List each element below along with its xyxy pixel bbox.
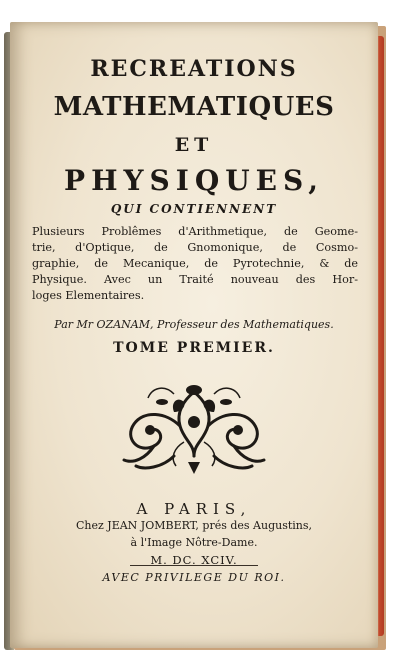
author-line: Par Mr OZANAM, Professeur des Mathematiques. xyxy=(54,318,334,331)
privilege-line: AVEC PRIVILEGE DU ROI. xyxy=(102,571,286,584)
description xyxy=(32,224,358,304)
title-line-1: RECREATIONS xyxy=(90,56,298,82)
description-line: graphie, de Mecanique, de Pyrotechnie, & de xyxy=(32,257,358,270)
title-line-3: ET xyxy=(174,134,214,156)
floral-scroll-ornament-icon xyxy=(114,382,274,476)
description-line: loges Elementaires. xyxy=(32,289,145,302)
description-line: Physique. Avec un Traité nouveau des Hor- xyxy=(32,273,358,286)
title-line-2: MATHEMATIQUES xyxy=(53,92,335,122)
description-line: trie, d'Optique, de Gnomonique, de Cosmo- xyxy=(32,241,358,254)
publisher-line: Chez JEAN JOMBERT, prés des Augustins, xyxy=(75,519,313,532)
volume-label: TOME PREMIER. xyxy=(113,340,275,356)
date-line: M. DC. XCIV. xyxy=(150,553,238,567)
title-line-4: PHYSIQUES, xyxy=(64,164,324,197)
city-line: A PARIS, xyxy=(136,500,252,518)
address-line: à l'Image Nôtre-Dame. xyxy=(130,536,258,549)
description-line: Plusieurs Problêmes d'Arithmetique, de Geome- xyxy=(32,225,358,238)
subtitle: QUI CONTIENNENT xyxy=(110,202,278,216)
title-page xyxy=(10,22,378,648)
